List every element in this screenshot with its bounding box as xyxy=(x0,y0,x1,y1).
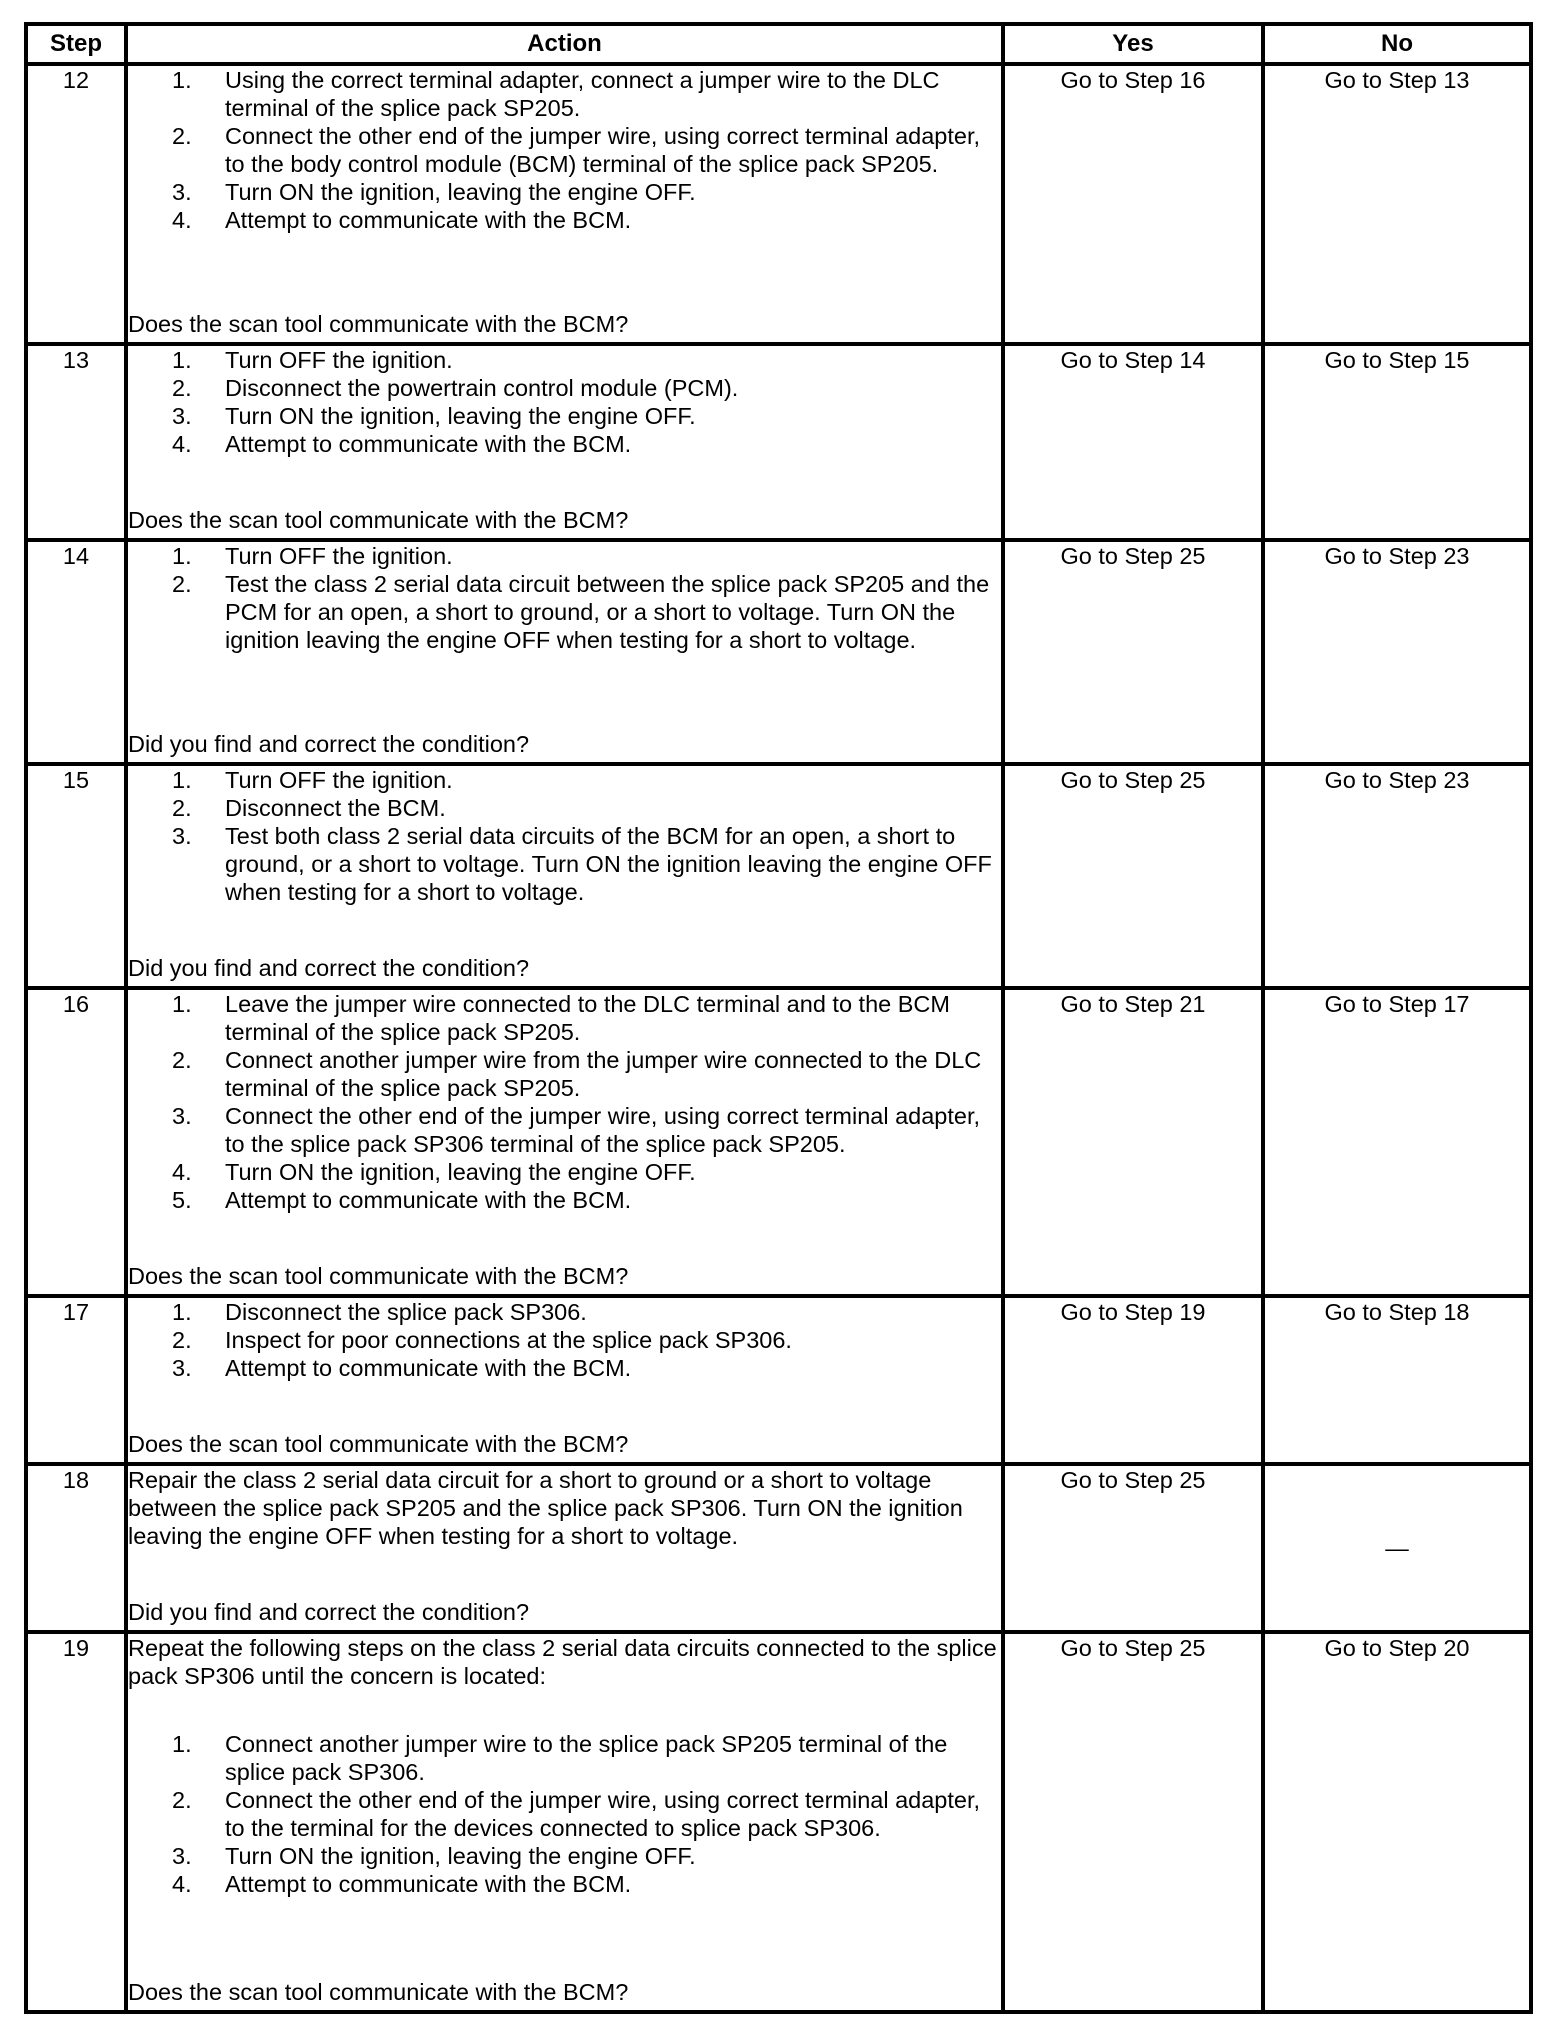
header-yes: Yes xyxy=(1003,24,1263,64)
action-text: Repair the class 2 serial data circuit for a short to ground or a short to voltage between the splice pack SP205 and the splice pack SP306. Turn ON the ignition leaving the engine OFF when testing for a short to voltage. xyxy=(128,1467,963,1549)
list-item: 1. Leave the jumper wire connected to the DLC terminal and to the BCM terminal of the splice pack SP205. xyxy=(172,991,950,1045)
question-text: Did you find and correct the condition? xyxy=(128,731,530,757)
action-steps xyxy=(128,542,1001,654)
action-text: Repeat the following steps on the class 2 serial data circuits connected to the splice pack SP306 until the concern is located: xyxy=(128,1635,997,1689)
no-cell xyxy=(1263,344,1531,540)
step-number: 17 xyxy=(26,1296,126,1464)
yes-cell xyxy=(1003,988,1263,1296)
table-row xyxy=(26,1296,1531,1464)
no-link: Go to Step 23 xyxy=(1324,543,1470,569)
yes-cell xyxy=(1003,1632,1263,2012)
step-number: 12 xyxy=(26,64,126,344)
action-steps xyxy=(128,346,1001,458)
step-number: 18 xyxy=(26,1464,126,1632)
step-number: 14 xyxy=(26,540,126,764)
question-text: Does the scan tool communicate with the BCM? xyxy=(128,1979,629,2005)
list-item: 4. Turn ON the ignition, leaving the engine OFF. xyxy=(172,1159,696,1185)
no-link: Go to Step 13 xyxy=(1324,67,1470,93)
yes-link: Go to Step 25 xyxy=(1060,1635,1206,1661)
yes-cell xyxy=(1003,1464,1263,1632)
table-row xyxy=(26,64,1531,344)
yes-cell xyxy=(1003,540,1263,764)
no-cell xyxy=(1263,988,1531,1296)
question-text: Does the scan tool communicate with the BCM? xyxy=(128,1263,629,1289)
list-item: 5. Attempt to communicate with the BCM. xyxy=(172,1187,632,1213)
question-text: Did you find and correct the condition? xyxy=(128,955,530,981)
no-cell xyxy=(1263,64,1531,344)
header-action: Action xyxy=(126,24,1003,64)
table-row xyxy=(26,344,1531,540)
header-no: No xyxy=(1263,24,1531,64)
yes-link: Go to Step 14 xyxy=(1060,347,1206,373)
table-row xyxy=(26,1464,1531,1632)
no-link: Go to Step 17 xyxy=(1324,991,1470,1017)
yes-cell xyxy=(1003,344,1263,540)
yes-link: Go to Step 25 xyxy=(1060,767,1206,793)
no-link: Go to Step 18 xyxy=(1324,1299,1470,1325)
yes-cell xyxy=(1003,764,1263,988)
list-item: 1. Turn OFF the ignition. xyxy=(172,767,453,793)
list-item: 1. Disconnect the splice pack SP306. xyxy=(172,1299,587,1325)
action-cell xyxy=(126,1464,1003,1632)
list-item: 3. Turn ON the ignition, leaving the engine OFF. xyxy=(172,403,696,429)
list-item: 2. Connect the other end of the jumper wire, using correct terminal adapter, to the body control module (BCM) terminal of the splice pack SP205. xyxy=(172,123,981,177)
action-cell xyxy=(126,1296,1003,1464)
list-item: 2. Connect another jumper wire from the jumper wire connected to the DLC terminal of the splice pack SP205. xyxy=(172,1047,982,1101)
step-number: 13 xyxy=(26,344,126,540)
question-text: Does the scan tool communicate with the BCM? xyxy=(128,311,629,337)
list-item: 3. Test both class 2 serial data circuits of the BCM for an open, a short to ground, or a short to voltage. Turn ON the ignition leaving the engine OFF when testing for a short to voltage. xyxy=(172,823,992,905)
step-number: 19 xyxy=(26,1632,126,2012)
no-cell xyxy=(1263,1464,1531,1632)
table-row xyxy=(26,764,1531,988)
action-cell xyxy=(126,988,1003,1296)
yes-link: Go to Step 16 xyxy=(1060,67,1206,93)
list-item: 1. Turn OFF the ignition. xyxy=(172,347,453,373)
list-item: 2. Inspect for poor connections at the splice pack SP306. xyxy=(172,1327,792,1353)
action-cell xyxy=(126,1632,1003,2012)
list-item: 3. Turn ON the ignition, leaving the engine OFF. xyxy=(172,179,696,205)
action-steps xyxy=(128,1298,1001,1382)
action-cell xyxy=(126,540,1003,764)
list-item: 1. Connect another jumper wire to the splice pack SP205 terminal of the splice pack SP306. xyxy=(172,1731,948,1785)
question-text: Did you find and correct the condition? xyxy=(128,1599,530,1625)
no-cell xyxy=(1263,764,1531,988)
list-item: 3. Turn ON the ignition, leaving the engine OFF. xyxy=(172,1843,696,1869)
list-item: 2. Disconnect the BCM. xyxy=(172,795,446,821)
list-item: 2. Test the class 2 serial data circuit between the splice pack SP205 and the PCM for an open, a short to ground, or a short to voltage. Turn ON the ignition leaving the engine OFF when testing for a short to voltage. xyxy=(172,571,990,653)
no-cell xyxy=(1263,1632,1531,2012)
action-steps xyxy=(128,1730,1001,1898)
yes-link: Go to Step 25 xyxy=(1060,1467,1206,1493)
table-row xyxy=(26,540,1531,764)
action-steps xyxy=(128,990,1001,1214)
list-item: 1. Using the correct terminal adapter, connect a jumper wire to the DLC terminal of the splice pack SP205. xyxy=(172,67,940,121)
step-number: 16 xyxy=(26,988,126,1296)
diagnostic-table xyxy=(24,22,1533,2014)
list-item: 4. Attempt to communicate with the BCM. xyxy=(172,431,632,457)
list-item: 1. Turn OFF the ignition. xyxy=(172,543,453,569)
list-item: 4. Attempt to communicate with the BCM. xyxy=(172,207,632,233)
yes-cell xyxy=(1003,1296,1263,1464)
header-step: Step xyxy=(26,24,126,64)
table-row xyxy=(26,1632,1531,2012)
yes-link: Go to Step 25 xyxy=(1060,543,1206,569)
action-cell xyxy=(126,764,1003,988)
list-item: 4. Attempt to communicate with the BCM. xyxy=(172,1871,632,1897)
action-cell xyxy=(126,344,1003,540)
header-row xyxy=(26,24,1531,64)
no-link: Go to Step 20 xyxy=(1324,1635,1470,1661)
action-steps xyxy=(128,766,1001,906)
step-number: 15 xyxy=(26,764,126,988)
yes-link: Go to Step 19 xyxy=(1060,1299,1206,1325)
no-cell xyxy=(1263,540,1531,764)
no-link: Go to Step 23 xyxy=(1324,767,1470,793)
yes-cell xyxy=(1003,64,1263,344)
action-steps xyxy=(128,66,1001,234)
list-item: 2. Disconnect the powertrain control module (PCM). xyxy=(172,375,739,401)
no-dash: — xyxy=(1385,1535,1409,1561)
yes-link: Go to Step 21 xyxy=(1060,991,1206,1017)
list-item: 2. Connect the other end of the jumper wire, using correct terminal adapter, to the terminal for the devices connected to splice pack SP306. xyxy=(172,1787,981,1841)
question-text: Does the scan tool communicate with the BCM? xyxy=(128,507,629,533)
no-cell xyxy=(1263,1296,1531,1464)
list-item: 3. Connect the other end of the jumper wire, using correct terminal adapter, to the splice pack SP306 terminal of the splice pack SP205. xyxy=(172,1103,981,1157)
list-item: 3. Attempt to communicate with the BCM. xyxy=(172,1355,632,1381)
no-link: Go to Step 15 xyxy=(1324,347,1470,373)
action-cell xyxy=(126,64,1003,344)
question-text: Does the scan tool communicate with the BCM? xyxy=(128,1431,629,1457)
table-row xyxy=(26,988,1531,1296)
